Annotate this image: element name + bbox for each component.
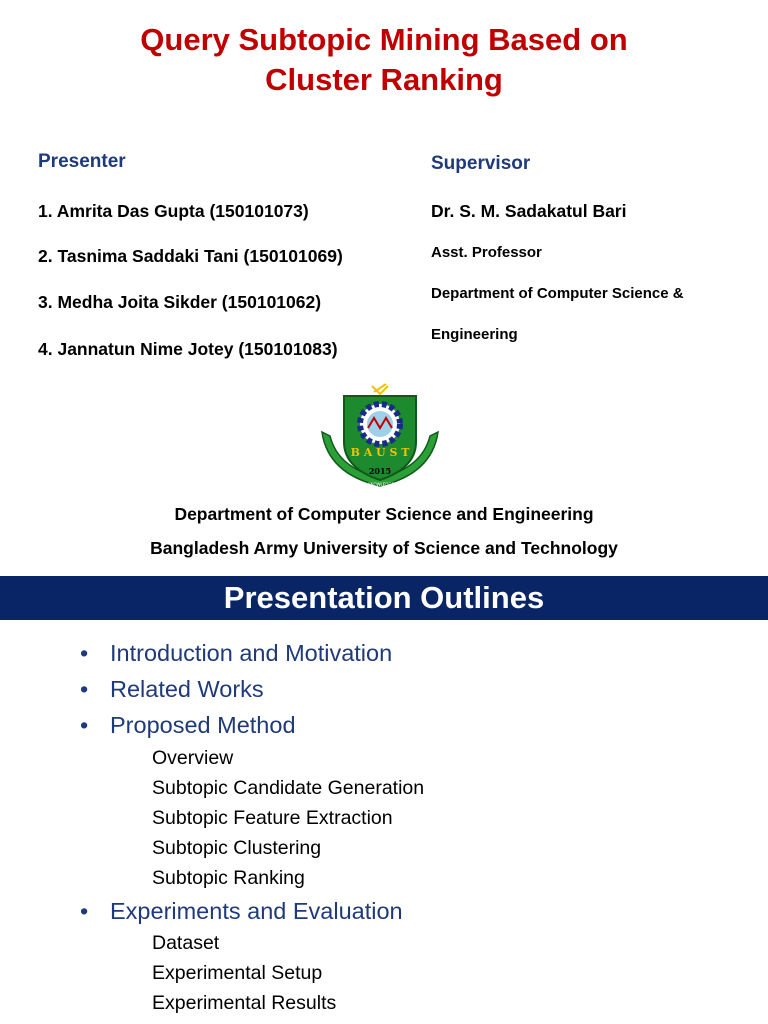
presenter-item-3: 3. Medha Joita Sikder (150101062) xyxy=(38,292,322,312)
sub-item-dataset: Dataset xyxy=(152,932,220,954)
logo-crest-icon xyxy=(372,384,388,394)
bullet-icon: • xyxy=(80,640,89,666)
presenter-item-2: 2. Tasnima Saddaki Tani (150101069) xyxy=(38,246,343,266)
bullet-icon: • xyxy=(80,898,89,924)
supervisor-heading: Supervisor xyxy=(431,153,531,174)
supervisor-dept-line-1: Department of Computer Science & xyxy=(431,285,684,302)
slide-title-line-1: Query Subtopic Mining Based on xyxy=(140,22,628,57)
institution-university: Bangladesh Army University of Science and Technology xyxy=(150,538,618,558)
outline-item-label: Introduction and Motivation xyxy=(110,640,393,666)
outline-item-label: Proposed Method xyxy=(110,712,296,738)
presenter-item-4: 4. Jannatun Nime Jotey (150101083) xyxy=(38,339,338,359)
sub-item-overview: Overview xyxy=(152,747,234,769)
supervisor-dept-line-2: Engineering xyxy=(431,326,518,343)
presenter-heading: Presenter xyxy=(38,151,126,172)
sub-item-candidate-generation: Subtopic Candidate Generation xyxy=(152,777,425,799)
sub-item-ranking: Subtopic Ranking xyxy=(152,867,305,889)
slide-title-line-2: Cluster Ranking xyxy=(265,62,503,97)
institution-department: Department of Computer Science and Engineering xyxy=(174,504,594,524)
outline-item-related xyxy=(80,676,264,703)
bullet-icon: • xyxy=(80,712,89,738)
bullet-icon: • xyxy=(80,676,89,702)
slide-title xyxy=(0,20,768,100)
outline-item-proposed xyxy=(80,712,296,739)
presentation-outlines-banner: Presentation Outlines xyxy=(0,576,768,620)
logo-letters: B A U S T xyxy=(350,446,410,459)
outline-item-label: Experiments and Evaluation xyxy=(110,898,403,924)
logo-year: 2015 xyxy=(368,466,392,476)
sub-item-experimental-setup: Experimental Setup xyxy=(152,962,323,984)
supervisor-name: Dr. S. M. Sadakatul Bari xyxy=(431,201,627,221)
outline-item-intro xyxy=(80,640,392,667)
outline-item-label: Related Works xyxy=(110,676,264,702)
sub-item-clustering: Subtopic Clustering xyxy=(152,837,322,859)
sub-item-experimental-results: Experimental Results xyxy=(152,992,337,1014)
sub-item-feature-extraction: Subtopic Feature Extraction xyxy=(152,807,393,829)
university-logo xyxy=(318,382,442,494)
presenter-item-1: 1. Amrita Das Gupta (150101073) xyxy=(38,201,309,221)
logo-motto: DISCIPLINE KNOWLEDGE MORALITY xyxy=(344,482,416,487)
outline-item-experiments xyxy=(80,898,403,925)
supervisor-designation: Asst. Professor xyxy=(431,244,542,261)
